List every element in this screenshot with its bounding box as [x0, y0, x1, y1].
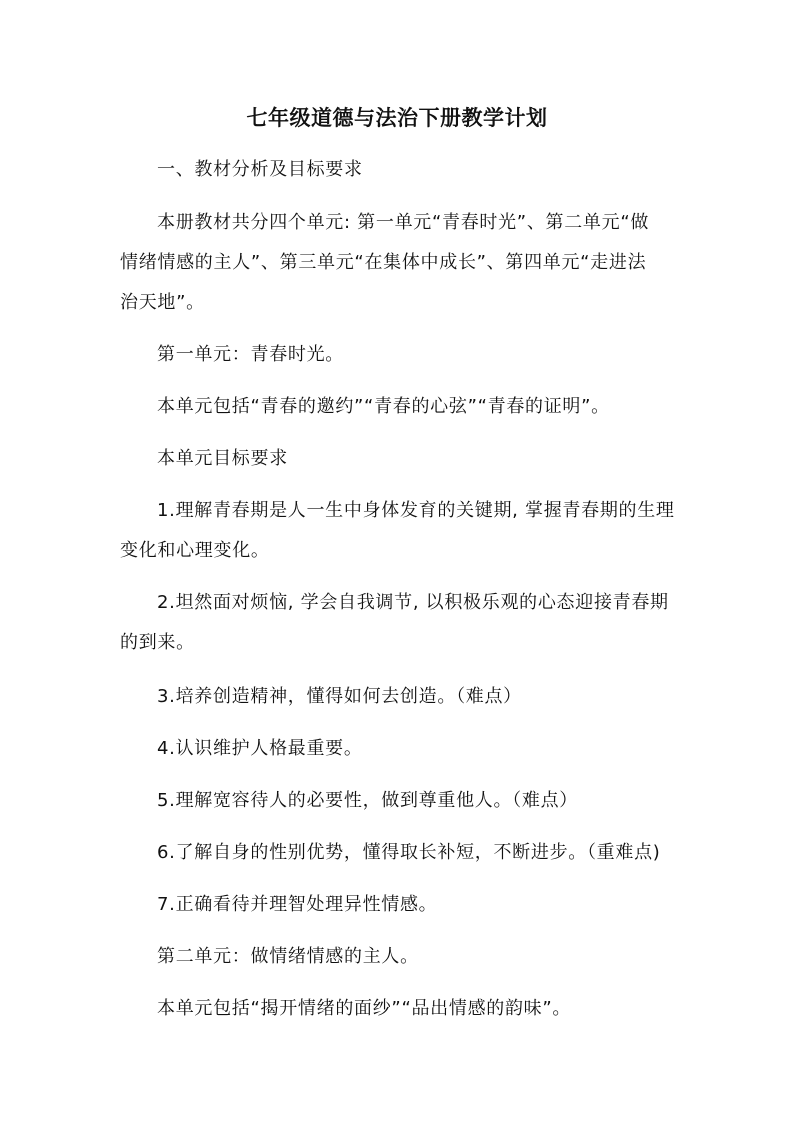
section-heading: 一、教材分析及目标要求: [157, 159, 363, 180]
intro-paragraph: [120, 203, 680, 323]
intro-line-2: 情绪情感的主人”、第三单元“在集体中成长”、第四单元“走进法: [120, 252, 647, 273]
goal-item-7: 7.正确看待并理智处理异性情感。: [157, 894, 438, 915]
unit1-heading: 第一单元：青春时光。: [157, 344, 344, 365]
goal-item-4: 4.认识维护人格最重要。: [157, 738, 363, 759]
goal-2-line-2: 的到来。: [120, 632, 195, 653]
goal-item-5: 5.理解宽容待人的必要性，做到尊重他人。（难点）: [157, 790, 578, 811]
intro-line-1: 本册教材共分四个单元: 第一单元“青春时光”、第二单元“做: [157, 212, 650, 233]
goal-item-1: [120, 491, 680, 571]
goal-item-6: 6.了解自身的性别优势，懂得取长补短，不断进步。（重难点): [157, 842, 661, 863]
unit1-contents: 本单元包括“青春的邀约”“青春的心弦”“青春的证明”。: [157, 396, 610, 417]
goal-item-3: 3.培养创造精神，懂得如何去创造。（难点）: [157, 686, 522, 707]
unit1-goals-heading: 本单元目标要求: [157, 448, 288, 469]
unit2-contents: 本单元包括“揭开情绪的面纱”“品出情感的韵味”。: [157, 998, 572, 1019]
intro-line-3: 治天地”。: [120, 292, 205, 313]
goal-1-line-1: 1.理解青春期是人一生中身体发育的关键期, 掌握青春期的生理: [157, 500, 675, 521]
document-title: 七年级道德与法治下册教学计划: [246, 105, 548, 130]
goal-2-line-1: 2.坦然面对烦恼, 学会自我调节, 以积极乐观的心态迎接青春期: [157, 592, 669, 613]
unit2-heading: 第二单元：做情绪情感的主人。: [157, 946, 419, 967]
goal-item-2: [120, 583, 680, 663]
goal-1-line-2: 变化和心理变化。: [120, 540, 270, 561]
